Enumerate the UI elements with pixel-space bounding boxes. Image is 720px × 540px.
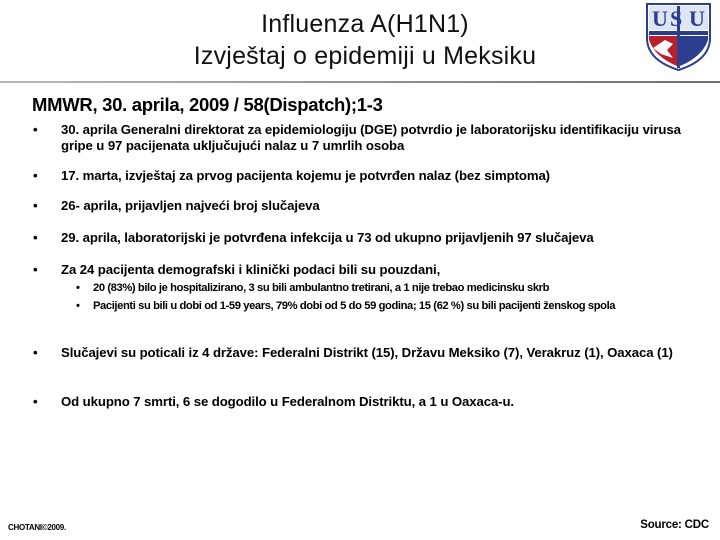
sub-list-item-text: Pacijenti su bili u dobi od 1-59 years, 79% dobi od 5 do 59 godina; 15 (62 %) su bili pacijenti ženskog spola <box>93 300 616 312</box>
slide-title <box>95 8 635 72</box>
list-item-text: Od ukupno 7 smrti, 6 se dogodilo u Federalnom Distriktu, a 1 u Oaxaca-u. <box>61 394 514 409</box>
bullet-icon: • <box>33 198 38 213</box>
list-item-text: 29. aprila, laboratorijski je potvrđena infekcija u 73 od ukupno prijavljenih 97 slučajeva <box>61 230 594 245</box>
title-divider <box>0 81 720 83</box>
copyright-note: CHOTANI©2009. <box>8 523 66 532</box>
university-crest-logo <box>643 0 714 72</box>
title-line-2: Izvještaj o epidemiji u Meksiku <box>193 42 537 70</box>
title-line-1: Influenza A(H1N1) <box>261 10 469 38</box>
sub-list-item-text: 20 (83%) bilo je hospitalizirano, 3 su bili ambulantno tretirani, a 1 nije trebao medicinsku skrb <box>93 282 550 294</box>
list-item-text: 17. marta, izvještaj za prvog pacijenta kojemu je potvrđen nalaz (bez simptoma) <box>61 168 550 183</box>
bullet-icon: • <box>76 282 80 294</box>
svg-text:U: U <box>689 6 705 31</box>
list-item-text: Za 24 pacijenta demografski i klinički podaci bili su pouzdani, <box>61 262 441 277</box>
list-item-text: Slučajevi su poticali iz 4 države: Federalni Distrikt (15), Državu Meksiko (7), Verakruz (1), Oaxaca (1) <box>61 345 673 360</box>
report-citation: MMWR, 30. aprila, 2009 / 58(Dispatch);1-3 <box>32 94 383 115</box>
bullet-icon: • <box>33 230 38 245</box>
source-note: Source: CDC <box>640 519 709 531</box>
svg-text:U: U <box>652 6 668 31</box>
svg-text:S: S <box>670 6 683 31</box>
bullet-icon: • <box>33 168 38 183</box>
list-item-text: 30. aprila Generalni direktorat za epidemiologiju (DGE) potvrdio je laboratorijsku identifikaciju virusa gripe u 97 pacijenata uključujući nalaz u 7 umrlih osoba <box>61 122 681 153</box>
bullet-icon: • <box>33 394 38 409</box>
list-item-text: 26- aprila, prijavljen najveći broj slučajeva <box>61 198 320 213</box>
bullet-icon: • <box>76 300 80 312</box>
bullet-icon: • <box>33 122 38 137</box>
bullet-icon: • <box>33 262 38 277</box>
bullet-icon: • <box>33 345 38 360</box>
